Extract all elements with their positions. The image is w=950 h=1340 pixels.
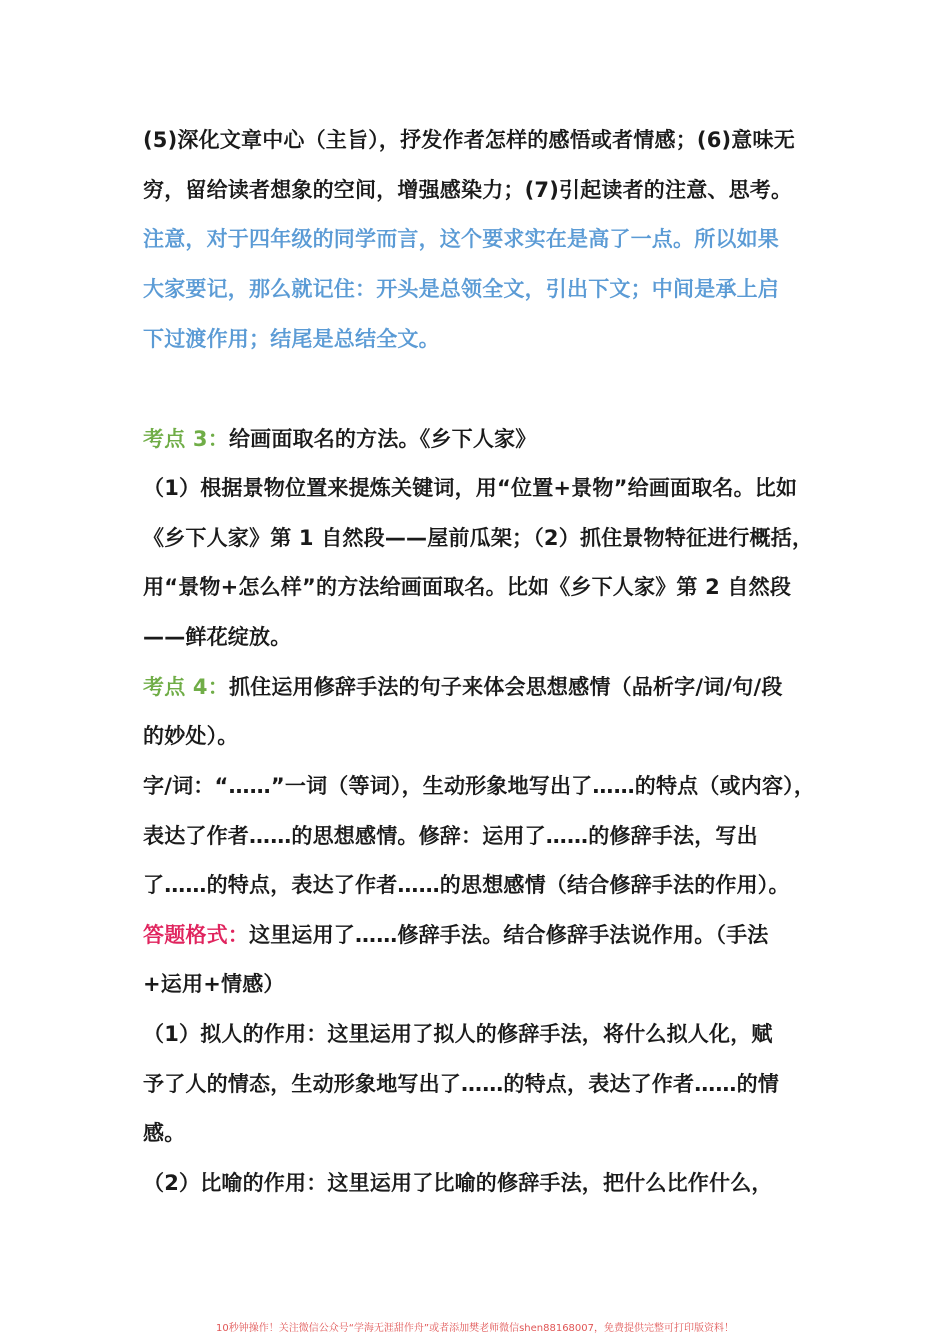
kaodian-3-heading <box>143 424 823 454</box>
kaodian-3-label: 考点 3： <box>143 427 229 451</box>
paragraph-line: (5)深化文章中心（主旨），抒发作者怎样的感悟或者情感；(6)意味无 <box>143 128 795 152</box>
paragraph-line: 穷，留给读者想象的空间，增强感染力；(7)引起读者的注意、思考。 <box>143 178 793 202</box>
paragraph-line: 表达了作者……的思想感情。修辞：运用了……的修辞手法，写出 <box>143 824 758 848</box>
kaodian-4-heading <box>143 672 823 702</box>
paragraph-line: 字/词：“……”一词（等词），生动形象地写出了……的特点（或内容）， <box>143 774 816 798</box>
kaodian-4-label: 考点 4： <box>143 675 229 699</box>
paragraph-line: （1）根据景物位置来提炼关键词，用“位置+景物”给画面取名。比如 <box>143 476 798 500</box>
note-line: 下过渡作用；结尾是总结全文。 <box>143 327 440 351</box>
paragraph-line: 的妙处）。 <box>143 724 239 748</box>
paragraph-line: 予了人的情态，生动形象地写出了……的特点，表达了作者……的情 <box>143 1072 779 1096</box>
paragraph-line: +运用+情感） <box>143 972 285 996</box>
paragraph-line: （2）比喻的作用：这里运用了比喻的修辞手法，把什么比作什么， <box>143 1171 773 1195</box>
kaodian-4-title: 抓住运用修辞手法的句子来体会思想感情（品析字/词/句/段 <box>228 675 783 699</box>
answer-format-label: 答题格式： <box>143 923 249 947</box>
footer-notice: 10秒钟操作！关注微信公众号“学海无涯甜作舟”或者添加樊老师微信shen88168007，免费提供完整可打印版资料！ <box>215 1323 735 1334</box>
paragraph-line: ——鲜花绽放。 <box>143 625 292 649</box>
paragraph-line: （1）拟人的作用：这里运用了拟人的修辞手法，将什么拟人化，赋 <box>143 1022 773 1046</box>
paragraph-line: 《乡下人家》第 1 自然段——屋前瓜架；（2）抓住景物特征进行概括， <box>143 526 814 550</box>
note-line: 大家要记，那么就记住：开头是总领全文，引出下文；中间是承上启 <box>143 277 779 301</box>
answer-format-line <box>143 920 823 950</box>
note-line: 注意，对于四年级的同学而言，这个要求实在是高了一点。所以如果 <box>143 227 779 251</box>
paragraph-line: 了……的特点，表达了作者……的思想感情（结合修辞手法的作用）。 <box>143 873 790 897</box>
kaodian-3-title: 给画面取名的方法。《乡下人家》 <box>228 427 537 451</box>
paragraph-line: 用“景物+怎么样”的方法给画面取名。比如《乡下人家》第 2 自然段 <box>143 575 792 599</box>
answer-format-text: 这里运用了……修辞手法。结合修辞手法说作用。（手法 <box>249 923 769 947</box>
paragraph-line: 感。 <box>143 1121 186 1145</box>
